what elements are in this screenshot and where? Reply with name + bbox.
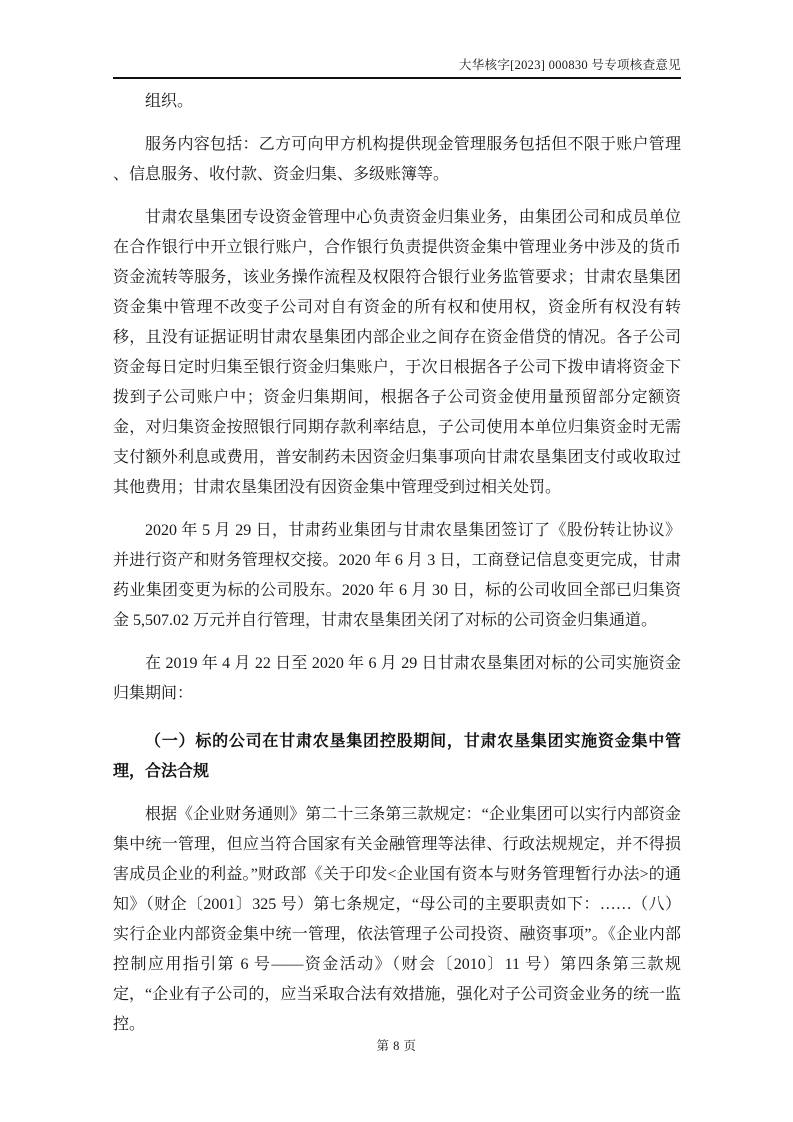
section-heading-compliance: （一）标的公司在甘肃农垦集团控股期间，甘肃农垦集团实施资金集中管理，合法合规 bbox=[113, 733, 681, 780]
header-reference-number: 大华核字[2023] 000830 号专项核查意见 bbox=[458, 58, 681, 72]
paragraph-continuation: 组织。 bbox=[145, 93, 194, 110]
paragraph-service-content: 服务内容包括：乙方可向甲方机构提供现金管理服务包括但不限于账户管理 、信息服务、收付款、资金归集、多级账簿等。 bbox=[113, 136, 681, 183]
page-content bbox=[113, 0, 681, 1040]
paragraph-pooling-period: 在 2019 年 4 月 22 日至 2020 年 6 月 29 日甘肃农垦集团对标的公司实施资金归集期间： bbox=[113, 655, 681, 702]
header-divider bbox=[113, 77, 681, 79]
paragraph-fund-pooling-description: 甘肃农垦集团专设资金管理中心负责资金归集业务，由集团公司和成员单位在合作银行中开立银行账户，合作银行负责提供资金集中管理业务中涉及的货币资金流转等服务，该业务操作流程及权限符合银行业务监管要求；甘肃农垦集团资金集中管理不改变子公司对自有资金的所有权和使用权，资金所有权没有转移，且没有证据证明甘肃农垦集团内部企业之间存在资金借贷的情况。各子公司资金每日定时归集至银行资金归集账户，于次日根据各子公司下拨申请将资金下拨到子公司账户中；资金归集期间，根据各子公司资金使用量预留部分定额资金，对归集资金按照银行同期存款利率结息，子公司使用本单位归集资金时无需支付额外利息或费用，普安制药未因资金归集事项向甘肃农垦集团支付或收取过其他费用；甘肃农垦集团没有因资金集中管理受到过相关处罚。 bbox=[113, 209, 681, 496]
page-number: 第 8 页 bbox=[376, 1039, 417, 1053]
page-header bbox=[113, 0, 681, 79]
page-footer bbox=[0, 1036, 793, 1055]
paragraph-regulation-basis: 根据《企业财务通则》第二十三条第三款规定：“企业集团可以实行内部资金集中统一管理，但应当符合国家有关金融管理等法律、行政法规规定，并不得损害成员企业的利益。”财政部《关于印发<企业国有资本与财务管理暂行办法>的通知》（财企〔2001〕325 号）第七条规定，“母公司的主要职责如下：……（八）实行企业内部资金集中统一管理，依法管理子公司投资、融资事项”。《企业内部控制应用指引第 6 号——资金活动》（财会〔2010〕11 号）第四条第三款规定，“企业有子公司的，应当采取合法有效措施，强化对子公司资金业务的统一监控。 bbox=[113, 806, 681, 1033]
paragraph-share-transfer-2020: 2020 年 5 月 29 日，甘肃药业集团与甘肃农垦集团签订了《股份转让协议》并进行资产和财务管理权交接。2020 年 6 月 3 日，工商登记信息变更完成，甘肃药业集团变更为标的公司股东。2020 年 6 月 30 日，标的公司收回全部已归集资金 5,507.02 万元并自行管理，甘肃农垦集团关闭了对标的公司资金归集通道。 bbox=[113, 522, 681, 629]
document-body bbox=[113, 87, 681, 1040]
